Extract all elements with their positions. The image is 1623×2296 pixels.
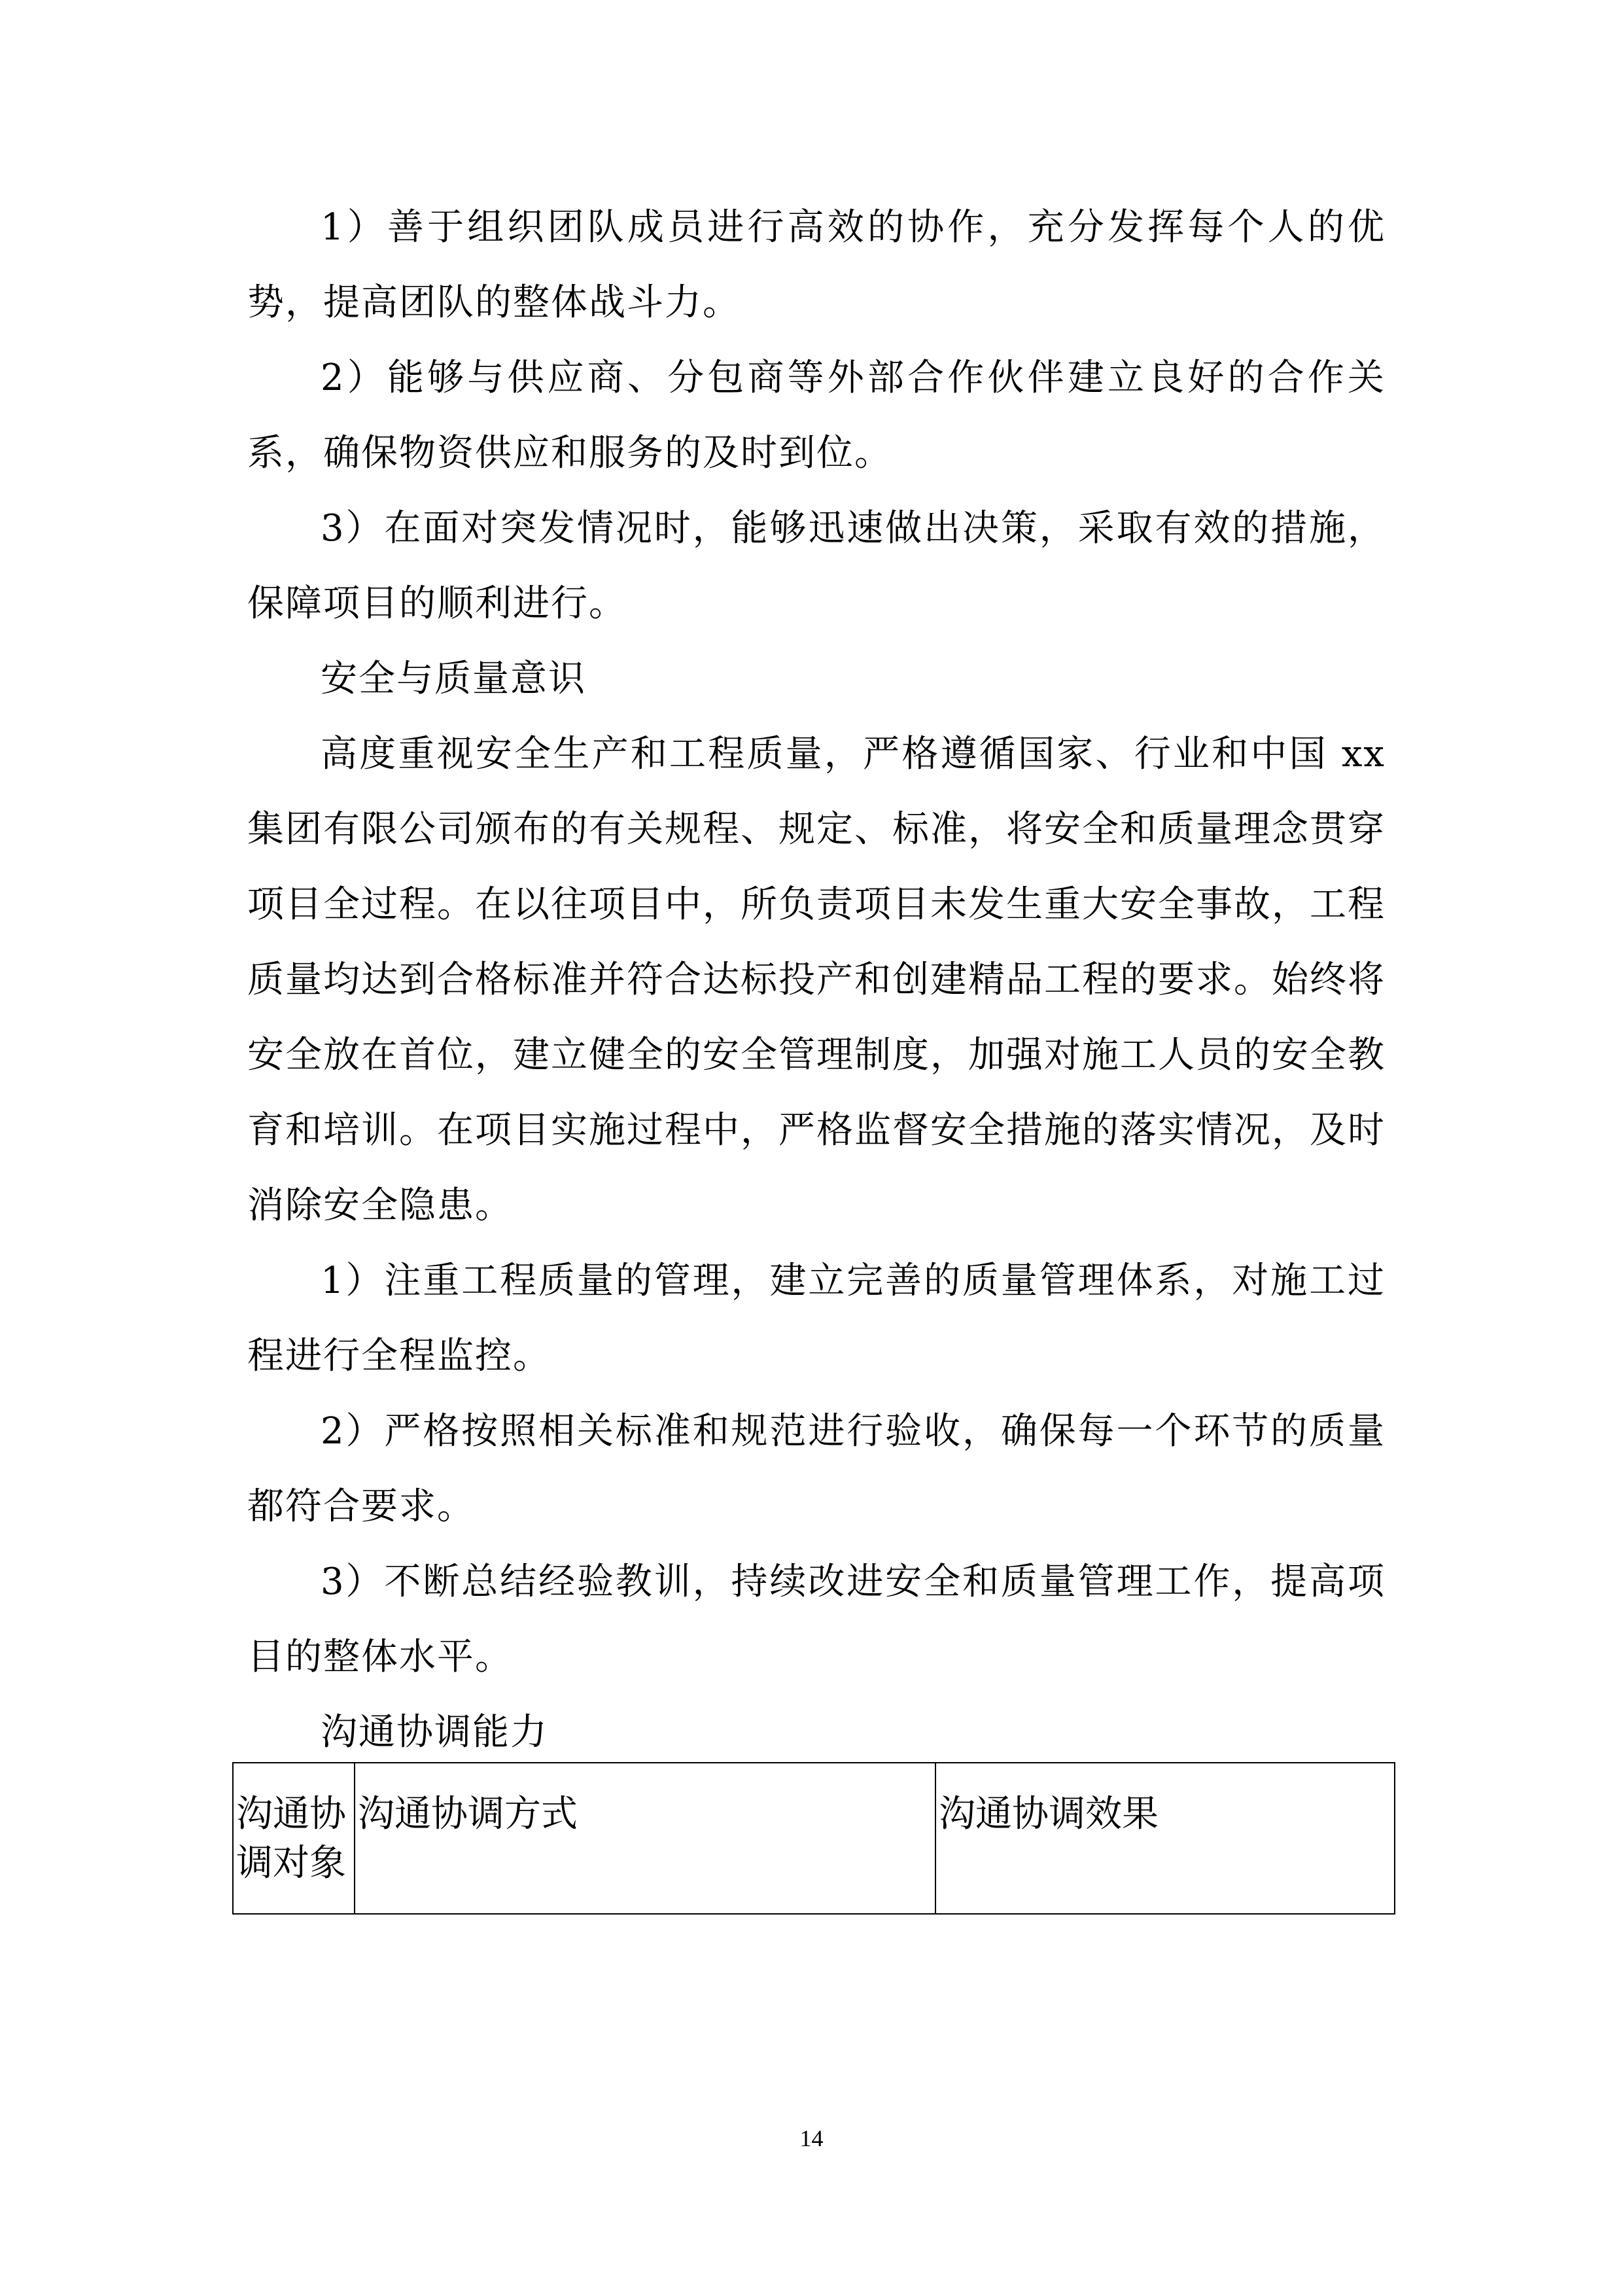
section-heading-communication: 沟通协调能力 — [321, 1711, 548, 1754]
paragraph: 3）不断总结经验教训，持续改进安全和质量管理工作，提高项目的整体水平。 — [247, 1561, 1386, 1678]
table-header-row — [233, 1763, 1395, 1914]
page-number: 14 — [799, 2125, 824, 2151]
paragraph: 1）善于组织团队成员进行高效的协作，充分发挥每个人的优势，提高团队的整体战斗力。 — [247, 206, 1386, 324]
table-header-cell: 沟通协调效果 — [935, 1763, 1395, 1914]
table-header-cell: 沟通协调对象 — [233, 1763, 355, 1914]
paragraph: 3）在面对突发情况时，能够迅速做出决策，采取有效的措施，保障项目的顺利进行。 — [247, 507, 1386, 625]
paragraph: 2）严格按照相关标准和规范进行验收，确保每一个环节的质量都符合要求。 — [247, 1410, 1386, 1528]
section-heading-safety-quality: 安全与质量意识 — [321, 658, 586, 700]
paragraph: 2）能够与供应商、分包商等外部合作伙伴建立良好的合作关系，确保物资供应和服务的及时到位。 — [247, 357, 1386, 474]
paragraph: 1）注重工程质量的管理，建立完善的质量管理体系，对施工过程进行全程监控。 — [247, 1260, 1386, 1377]
communication-table — [232, 1762, 1395, 1915]
body-text — [247, 190, 1386, 1770]
paragraph: 高度重视安全生产和工程质量，严格遵循国家、行业和中国 xx 集团有限公司颁布的有关规程、规定、标准，将安全和质量理念贯穿项目全过程。在以往项目中，所负责项目未发生重大安全事故，工程质量均达到合格标准并符合达标投产和创建精品工程的要求。始终将安全放在首位，建立健全的安全管理制度，加强对施工人员的安全教育和培训。在项目实施过程中，严格监督安全措施的落实情况，及时消除安全隐患。 — [247, 733, 1386, 1227]
table-header-cell: 沟通协调方式 — [355, 1763, 935, 1914]
